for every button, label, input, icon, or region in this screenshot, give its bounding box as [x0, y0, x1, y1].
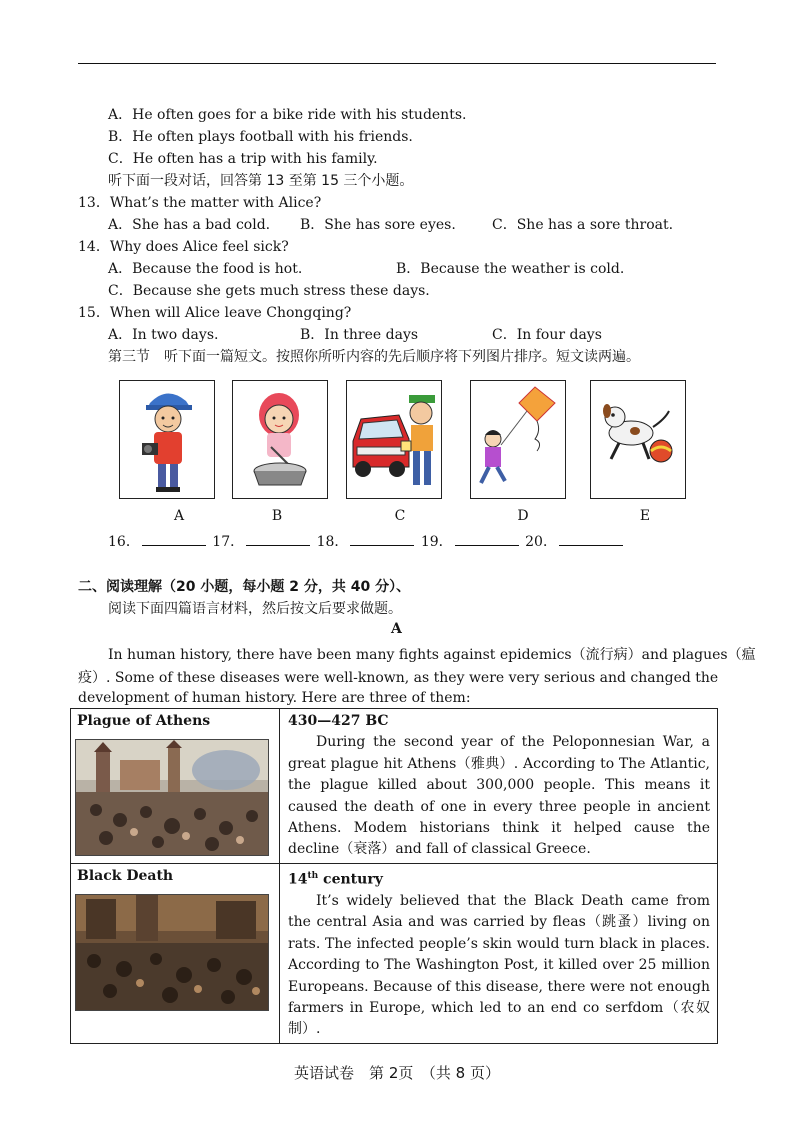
black-death-date-number: 14 [288, 871, 308, 888]
blank-label-17: 17． [212, 534, 245, 550]
q12-option-c: C．He often has a trip with his family. [108, 151, 378, 167]
table-row [71, 709, 718, 864]
intro-line-3: development of human history. Here are three of them: [78, 690, 471, 706]
boy-with-camera-icon [120, 381, 214, 498]
plague-athens-painting [75, 739, 269, 856]
black-death-date-rest: century [318, 871, 383, 888]
dog-with-ball-icon [591, 381, 685, 498]
intro-line-1: In human history, there have been many fights against epidemics（流行病）and plagues（瘟 [108, 647, 756, 663]
blank-label-18: 18． [316, 534, 349, 550]
q15-option-b: B．In three days [300, 327, 419, 343]
plague-athens-name: Plague of Athens [77, 713, 211, 729]
answer-blank-17[interactable] [246, 535, 310, 546]
picture-label-d: D [517, 508, 529, 524]
black-death-cell [71, 863, 280, 1043]
section3-instruction: 第三节 听下面一篇短文。按照你所听内容的先后顺序将下列图片排序。短文读两遍。 [108, 349, 640, 365]
plague-athens-text: During the second year of the Peloponnesian War, a great plague hit Athens（雅典）. According to The Atlantic, the plague killed about 300,000 people. This means it caused the death of one in every three people in ancient Athens. Modem historians think it helped cause the decline（衰落）and fall of classical Greece. [288, 734, 710, 858]
answer-blank-18[interactable] [350, 535, 414, 546]
answer-blank-20[interactable] [559, 535, 623, 546]
q14-option-c: C．Because she gets much stress these days. [108, 283, 430, 299]
q13-option-c: C．She has a sore throat. [492, 217, 674, 233]
girl-flying-kite-icon [471, 381, 565, 498]
q13-option-b: B．She has sore eyes. [300, 217, 456, 233]
picture-b [232, 380, 328, 499]
picture-label-b: B [271, 508, 283, 524]
plague-athens-description-cell [280, 709, 718, 864]
black-death-name: Black Death [77, 867, 174, 884]
picture-d [470, 380, 566, 499]
black-death-date-suffix: th [307, 870, 319, 881]
blank-label-20: 20． [525, 534, 557, 550]
header-rule [78, 63, 716, 64]
blank-label-19: 19． [420, 534, 453, 550]
plague-athens-date: 430—427 BC [288, 713, 389, 729]
q13-question: 13．What’s the matter with Alice? [78, 195, 322, 211]
page-footer: 英语试卷 第 2页 （共 8 页） [294, 1064, 500, 1082]
picture-label-e: E [639, 508, 651, 524]
passage-label: A [391, 621, 402, 637]
q15-option-a: A．In two days. [108, 327, 219, 343]
picture-c [346, 380, 442, 499]
black-death-text: It’s widely believed that the Black Death came from the central Asia and was carried by fleas（跳蚤）living on rats. The infected people’s skin would turn black in places. According to The Washington Post, it killed over 25 million Europeans. Because of this disease, there were not enough farmers in Europe, which led to an end co serfdom（农奴制）. [288, 892, 710, 1038]
q15-option-c: C．In four days [492, 327, 602, 343]
reading-instruction: 阅读下面四篇语言材料，然后按文后要求做题。 [108, 601, 402, 617]
blank-label-16: 16． [108, 534, 140, 550]
black-death-description-cell [280, 863, 718, 1043]
answer-blank-19[interactable] [455, 535, 519, 546]
boy-washing-car-icon [347, 381, 441, 498]
q15-question: 15．When will Alice leave Chongqing? [78, 305, 352, 321]
intro-line-2: 疫）. Some of these diseases were well-known, as they were very serious and changed the [78, 670, 719, 686]
black-death-painting [75, 894, 269, 1011]
answer-blanks-row [108, 531, 625, 551]
plague-athens-cell [71, 709, 280, 864]
answer-blank-16[interactable] [142, 535, 206, 546]
picture-label-c: C [394, 508, 406, 524]
picture-label-a: A [173, 508, 185, 524]
reading-heading: 二、阅读理解（20 小题，每小题 2 分，共 40 分）、 [78, 579, 411, 595]
picture-e [590, 380, 686, 499]
q14-option-a: A．Because the food is hot. [108, 261, 303, 277]
black-death-painting-icon [76, 895, 268, 1010]
diseases-table [70, 708, 718, 1044]
q13-option-a: A．She has a bad cold. [108, 217, 271, 233]
q14-question: 14．Why does Alice feel sick? [78, 239, 289, 255]
city-plague-painting-icon [76, 740, 268, 855]
q14-option-b: B．Because the weather is cold. [396, 261, 625, 277]
dialogue-instruction: 听下面一段对话，回答第 13 至第 15 三个小题。 [108, 173, 414, 189]
black-death-date [288, 866, 710, 891]
picture-a [119, 380, 215, 499]
table-row [71, 863, 718, 1043]
q12-option-b: B．He often plays football with his friends. [108, 129, 413, 145]
girl-cooking-icon [233, 381, 327, 498]
q12-option-a: A．He often goes for a bike ride with his students. [108, 107, 467, 123]
